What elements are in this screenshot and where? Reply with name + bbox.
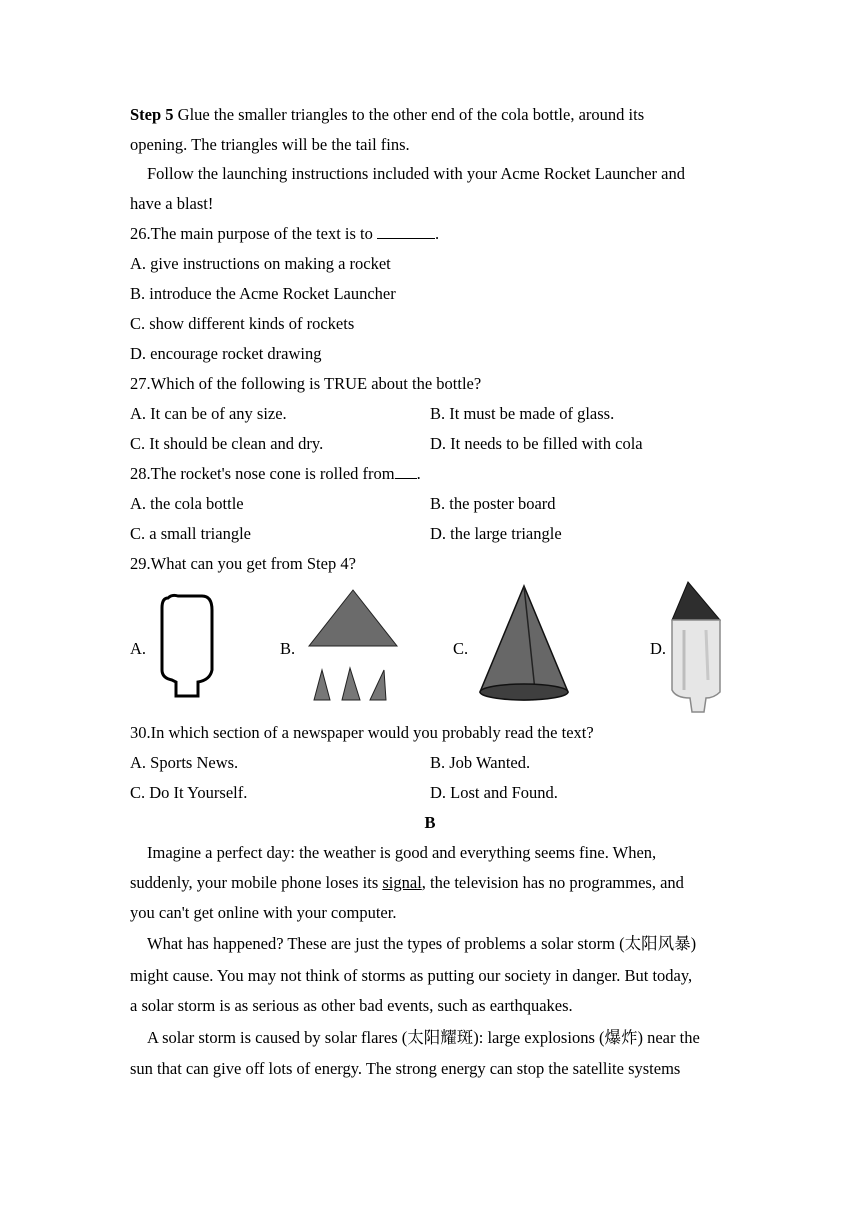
rocket-nose-cone bbox=[672, 582, 720, 620]
q26-stem bbox=[130, 224, 439, 244]
b-p3-line2: sun that can give off lots of energy. The strong energy can stop the satellite systems bbox=[130, 1059, 681, 1078]
step5-line2: opening. The triangles will be the tail fins. bbox=[130, 135, 410, 154]
q28-stem-end: . bbox=[416, 464, 421, 483]
rocket-highlight-2 bbox=[706, 630, 708, 680]
q30-option-a: A. Sports News. bbox=[130, 753, 239, 772]
b-p1-line2-post: , the television has no programmes, and bbox=[421, 873, 684, 892]
q29-image-b-triangles bbox=[306, 588, 400, 702]
q29-image-a-bottle bbox=[158, 592, 218, 700]
q27-option-d: D. It needs to be filled with cola bbox=[430, 434, 643, 453]
q27-option-b: B. It must be made of glass. bbox=[430, 404, 615, 423]
b-p2-line3: a solar storm is as serious as other bad events, such as earthquakes. bbox=[130, 996, 573, 1015]
rocket-bottle-body bbox=[672, 620, 720, 712]
q28-option-c: C. a small triangle bbox=[130, 524, 251, 543]
q28-option-b: B. the poster board bbox=[430, 494, 556, 513]
q26-option-a: A. give instructions on making a rocket bbox=[130, 254, 391, 273]
b-p2-line1: What has happened? These are just the types of problems a solar storm (太阳风暴) bbox=[147, 934, 697, 953]
q26-option-d: D. encourage rocket drawing bbox=[130, 344, 322, 363]
cone-base bbox=[480, 684, 568, 700]
section-b-heading: B bbox=[424, 813, 436, 832]
small-triangle-2 bbox=[342, 668, 360, 700]
follow-line2: have a blast! bbox=[130, 194, 214, 213]
b-p3-line1: A solar storm is caused by solar flares (太阳耀斑): large explosions (爆炸) near the bbox=[147, 1028, 700, 1047]
q29-image-d-rocket bbox=[668, 580, 726, 714]
q29-label-b: B. bbox=[280, 639, 296, 658]
q26-stem-text: 26.The main purpose of the text is to bbox=[130, 224, 377, 243]
q26-option-c: C. show different kinds of rockets bbox=[130, 314, 355, 333]
q30-option-b: B. Job Wanted. bbox=[430, 753, 531, 772]
small-triangle-3 bbox=[370, 670, 386, 700]
q29-stem: 29.What can you get from Step 4? bbox=[130, 554, 356, 573]
step5-label: Step 5 bbox=[130, 105, 174, 124]
q30-stem: 30.In which section of a newspaper would you probably read the text? bbox=[130, 723, 594, 742]
q26-option-b: B. introduce the Acme Rocket Launcher bbox=[130, 284, 396, 303]
small-triangle-1 bbox=[314, 670, 330, 700]
b-p2-line2: might cause. You may not think of storms as putting our society in danger. But today, bbox=[130, 966, 693, 985]
q27-option-a: A. It can be of any size. bbox=[130, 404, 287, 423]
b-p1-line3: you can't get online with your computer. bbox=[130, 903, 397, 922]
q29-label-c: C. bbox=[453, 639, 469, 658]
large-triangle bbox=[309, 590, 397, 646]
q30-option-d: D. Lost and Found. bbox=[430, 783, 558, 802]
q29-label-a: A. bbox=[130, 639, 147, 658]
q28-answer-blank bbox=[395, 464, 417, 479]
step5-line1 bbox=[130, 105, 644, 125]
q27-stem: 27.Which of the following is TRUE about the bottle? bbox=[130, 374, 482, 393]
underlined-word-signal: signal bbox=[382, 873, 422, 892]
q28-option-d: D. the large triangle bbox=[430, 524, 562, 543]
follow-line1: Follow the launching instructions included with your Acme Rocket Launcher and bbox=[147, 164, 685, 183]
q28-stem bbox=[130, 464, 421, 484]
b-p1-line1: Imagine a perfect day: the weather is good and everything seems fine. When, bbox=[147, 843, 657, 862]
q29-label-d: D. bbox=[650, 639, 667, 658]
q26-answer-blank bbox=[377, 224, 435, 239]
q26-stem-end: . bbox=[435, 224, 440, 243]
step5-text: Glue the smaller triangles to the other end of the cola bottle, around its bbox=[173, 105, 645, 124]
q27-option-c: C. It should be clean and dry. bbox=[130, 434, 324, 453]
b-p1-line2-pre: suddenly, your mobile phone loses its bbox=[130, 873, 383, 892]
q29-image-c-cone bbox=[476, 584, 572, 704]
q28-option-a: A. the cola bottle bbox=[130, 494, 244, 513]
cone-body bbox=[480, 586, 568, 700]
q30-option-c: C. Do It Yourself. bbox=[130, 783, 248, 802]
q28-stem-text: 28.The rocket's nose cone is rolled from bbox=[130, 464, 395, 483]
bottle-outline bbox=[162, 595, 212, 696]
b-p1-line2 bbox=[130, 873, 684, 893]
